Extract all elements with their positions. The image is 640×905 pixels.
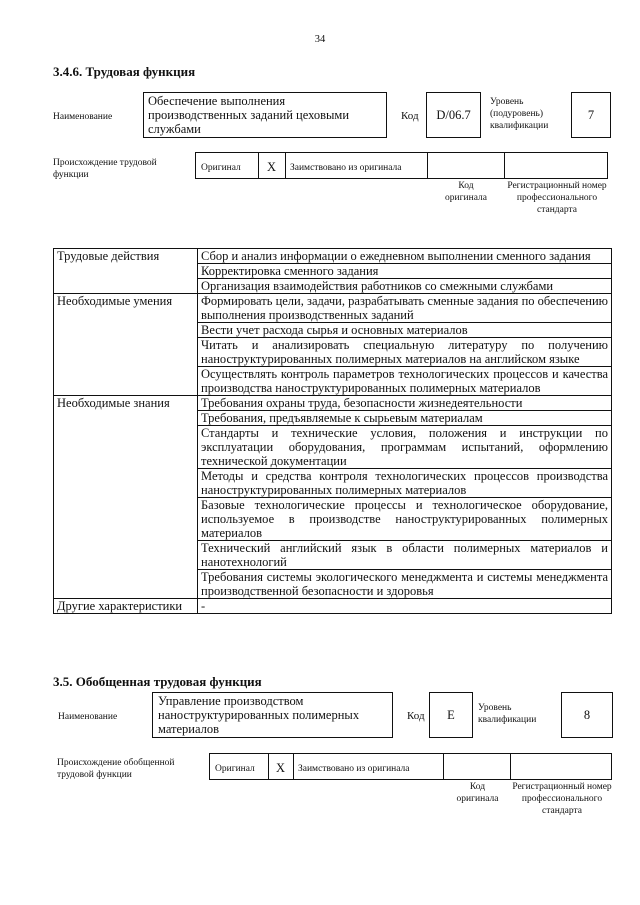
original2-mark: X <box>275 761 286 775</box>
table-row <box>54 294 612 323</box>
divider <box>443 753 444 780</box>
table-cell: Стандарты и технические условия, положения и инструкции по эксплуатации оборудования, программам испытаний, оформлению технической документации <box>198 426 612 469</box>
code-original2-caption: Код оригинала <box>456 782 499 804</box>
borrowed2-label: Заимствовано из оригинала <box>298 764 410 774</box>
table-row <box>54 338 612 367</box>
generalized-function-name-box <box>152 692 393 738</box>
table-cell: Вести учет расхода сырья и основных материалов <box>198 323 612 338</box>
level-box <box>571 92 611 138</box>
row-group-label: Трудовые действия <box>54 249 198 264</box>
table-row <box>54 411 612 426</box>
generalized-function-name-value: Управление производством наноструктурированных полимерных материалов <box>158 694 360 736</box>
table-cell: Сбор и анализ информации о ежедневном выполнении сменного задания <box>198 249 612 264</box>
section-heading: 3.4.6. Трудовая функция <box>53 64 196 79</box>
table-row <box>54 570 612 599</box>
table-cell: Читать и анализировать специальную литературу по получению наноструктурированных полимерных материалов на английском языке <box>198 338 612 367</box>
divider <box>293 753 294 780</box>
table-row <box>54 249 612 264</box>
function-name-box <box>143 92 387 138</box>
code-box <box>426 92 481 138</box>
table-cell: Осуществлять контроль параметров технологических процессов и качества производства наноструктурированных полимерных материалов <box>198 367 612 396</box>
table-cell: Требования охраны труда, безопасности жизнедеятельности <box>198 396 612 411</box>
reg-number2-caption: Регистрационный номер профессионального стандарта <box>512 782 612 816</box>
row-group-label: Необходимые знания <box>54 396 198 411</box>
table-cell: Технический английский язык в области полимерных материалов и нанотехнологий <box>198 541 612 570</box>
row-group-label-empty <box>54 541 198 570</box>
table-row <box>54 498 612 541</box>
reg-number-caption: Регистрационный номер профессионального стандарта <box>507 181 607 215</box>
table-row <box>54 279 612 294</box>
table-cell: Методы и средства контроля технологических процессов производства наноструктурированных полимерных материалов <box>198 469 612 498</box>
section2-heading: 3.5. Обобщенная трудовая функция <box>53 674 262 689</box>
table-cell: Формировать цели, задачи, разрабатывать сменные задания по обеспечению выполнения производственных заданий <box>198 294 612 323</box>
table-row <box>54 264 612 279</box>
page-number: 34 <box>314 34 326 45</box>
level-value: 7 <box>587 108 595 122</box>
level2-box <box>561 692 613 738</box>
code-original-caption: Код оригинала <box>445 181 487 203</box>
level-label: Уровень (подуровень) квалификации <box>490 97 549 131</box>
table-cell: Требования системы экологического менеджмента и системы менеджмента производственной безопасности и здоровья <box>198 570 612 599</box>
table-row <box>54 426 612 469</box>
divider <box>285 152 286 179</box>
row-group-label-empty <box>54 264 198 279</box>
row-group-label-empty <box>54 323 198 338</box>
name2-label: Наименование <box>58 712 118 722</box>
level2-label: Уровень квалификации <box>478 703 537 725</box>
borrowed-label: Заимствовано из оригинала <box>290 163 402 173</box>
function-name-value: Обеспечение выполнения производственных заданий цеховыми службами <box>148 94 350 136</box>
code2-label: Код <box>407 710 425 722</box>
code-value: D/06.7 <box>436 108 471 122</box>
table-row <box>54 323 612 338</box>
row-group-label-empty <box>54 279 198 294</box>
table-cell: Корректировка сменного задания <box>198 264 612 279</box>
original-mark: X <box>266 160 277 174</box>
row-group-label-empty <box>54 367 198 396</box>
row-group-label-empty <box>54 570 198 599</box>
row-group-label: Другие характеристики <box>54 599 198 614</box>
table-cell: Базовые технологические процессы и технологическое оборудование, используемое в производстве наноструктурированных полимерных материалов <box>198 498 612 541</box>
divider <box>504 152 505 179</box>
origin2-label: Происхождение обобщенной трудовой функции <box>57 758 175 780</box>
row-group-label-empty <box>54 426 198 469</box>
name-label: Наименование <box>53 112 113 122</box>
table-cell: Требования, предъявляемые к сырьевым материалам <box>198 411 612 426</box>
row-group-label-empty <box>54 411 198 426</box>
divider <box>510 753 511 780</box>
divider <box>427 152 428 179</box>
labor-function-table <box>53 248 612 614</box>
row-group-label-empty <box>54 338 198 367</box>
original2-label: Оригинал <box>215 764 255 774</box>
code2-value: E <box>447 708 455 722</box>
row-group-label: Необходимые умения <box>54 294 198 323</box>
code-label: Код <box>401 110 419 122</box>
table-row <box>54 599 612 614</box>
row-group-label-empty <box>54 498 198 541</box>
row-group-label-empty <box>54 469 198 498</box>
table-cell: Организация взаимодействия работников со смежными службами <box>198 279 612 294</box>
table-cell: - <box>198 599 612 614</box>
table-row <box>54 469 612 498</box>
level2-value: 8 <box>583 708 591 722</box>
origin-label: Происхождение трудовой функции <box>53 158 157 180</box>
table-row <box>54 396 612 411</box>
original-label: Оригинал <box>201 163 241 173</box>
table-row <box>54 541 612 570</box>
code2-box <box>429 692 473 738</box>
table-row <box>54 367 612 396</box>
